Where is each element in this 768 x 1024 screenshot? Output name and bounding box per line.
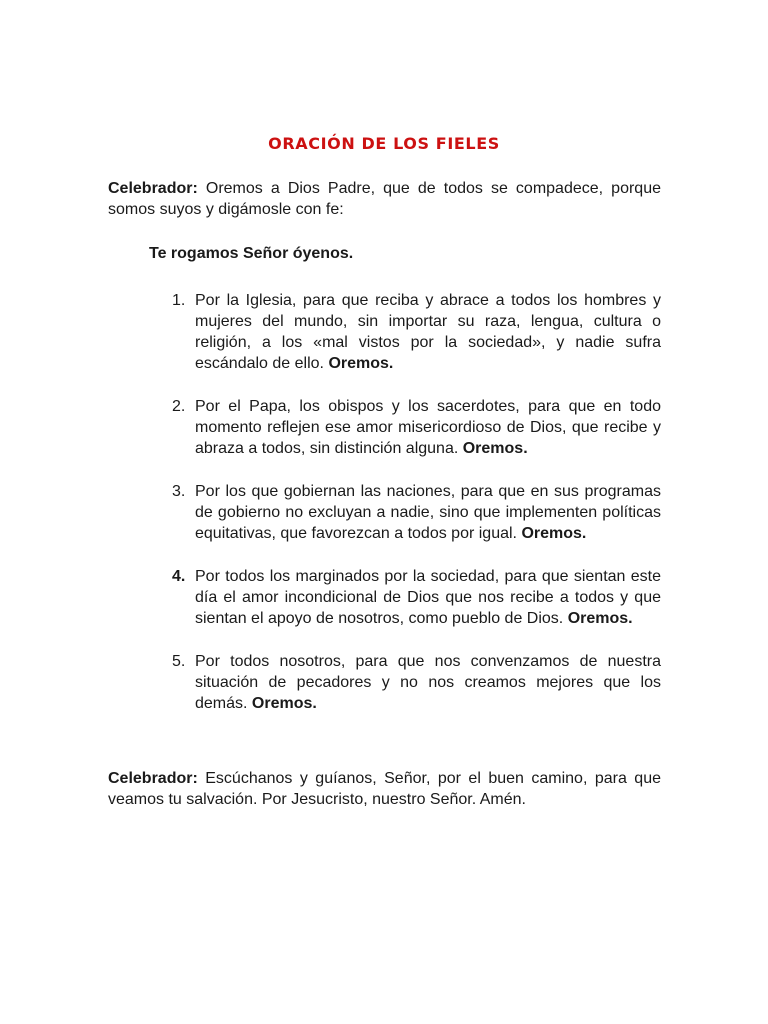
intention-number: 1. — [172, 292, 186, 309]
intentions-list — [0, 290, 768, 736]
intention-body: Por la Iglesia, para que reciba y abrace a todos los hombres y mujeres del mundo, sin importar su raza, lengua, cultura o religión, a los «mal vistos por la sociedad», y nadie sufra escándalo de ello. — [195, 292, 661, 372]
intention-body: Por el Papa, los obispos y los sacerdotes, para que en todo momento reflejen ese amor misericordioso de Dios, que recibe y abraza a todos, sin distinción alguna. — [195, 398, 661, 457]
intro-text: Oremos a Dios Padre, que de todos se compadece, porque somos suyos y digámosle con fe: — [108, 180, 661, 218]
intention-text — [195, 396, 661, 459]
intention-closing: Oremos. — [567, 610, 633, 627]
intention-closing: Oremos. — [328, 355, 394, 372]
conclusion-speaker: Celebrador: — [108, 770, 198, 787]
assembly-response: Te rogamos Señor óyenos. — [149, 245, 354, 262]
conclusion-text: Escúchanos y guíanos, Señor, por el buen camino, para que veamos tu salvación. Por Jesucristo, nuestro Señor. Amén. — [108, 770, 661, 808]
document-title: ORACIÓN DE LOS FIELES — [268, 134, 500, 153]
intention-text — [195, 481, 661, 544]
intro-paragraph — [108, 178, 661, 220]
intention-item — [0, 566, 768, 629]
intention-number: 2. — [172, 398, 186, 415]
conclusion-paragraph — [108, 768, 661, 810]
intention-closing: Oremos. — [521, 525, 587, 542]
intention-number: 5. — [172, 653, 186, 670]
intention-closing: Oremos. — [462, 440, 528, 457]
intention-number: 4. — [172, 568, 186, 585]
intention-body: Por todos los marginados por la sociedad, para que sientan este día el amor incondicional de Dios que nos recibe a todos y que sientan el apoyo de nosotros, como pueblo de Dios. — [195, 568, 661, 627]
intention-number: 3. — [172, 483, 186, 500]
intention-item — [0, 396, 768, 459]
intention-body: Por todos nosotros, para que nos convenzamos de nuestra situación de pecadores y no nos creamos mejores que los demás. — [195, 653, 661, 712]
intention-text — [195, 290, 661, 374]
intro-speaker: Celebrador: — [108, 180, 198, 197]
intention-closing: Oremos. — [251, 695, 317, 712]
intention-item — [0, 481, 768, 544]
intention-item — [0, 651, 768, 714]
intention-text — [195, 566, 661, 629]
intention-body: Por los que gobiernan las naciones, para que en sus programas de gobierno no excluyan a nadie, sino que implementen políticas equitativas, que favorezcan a todos por igual. — [195, 483, 661, 542]
intention-text — [195, 651, 661, 714]
intention-item — [0, 290, 768, 374]
